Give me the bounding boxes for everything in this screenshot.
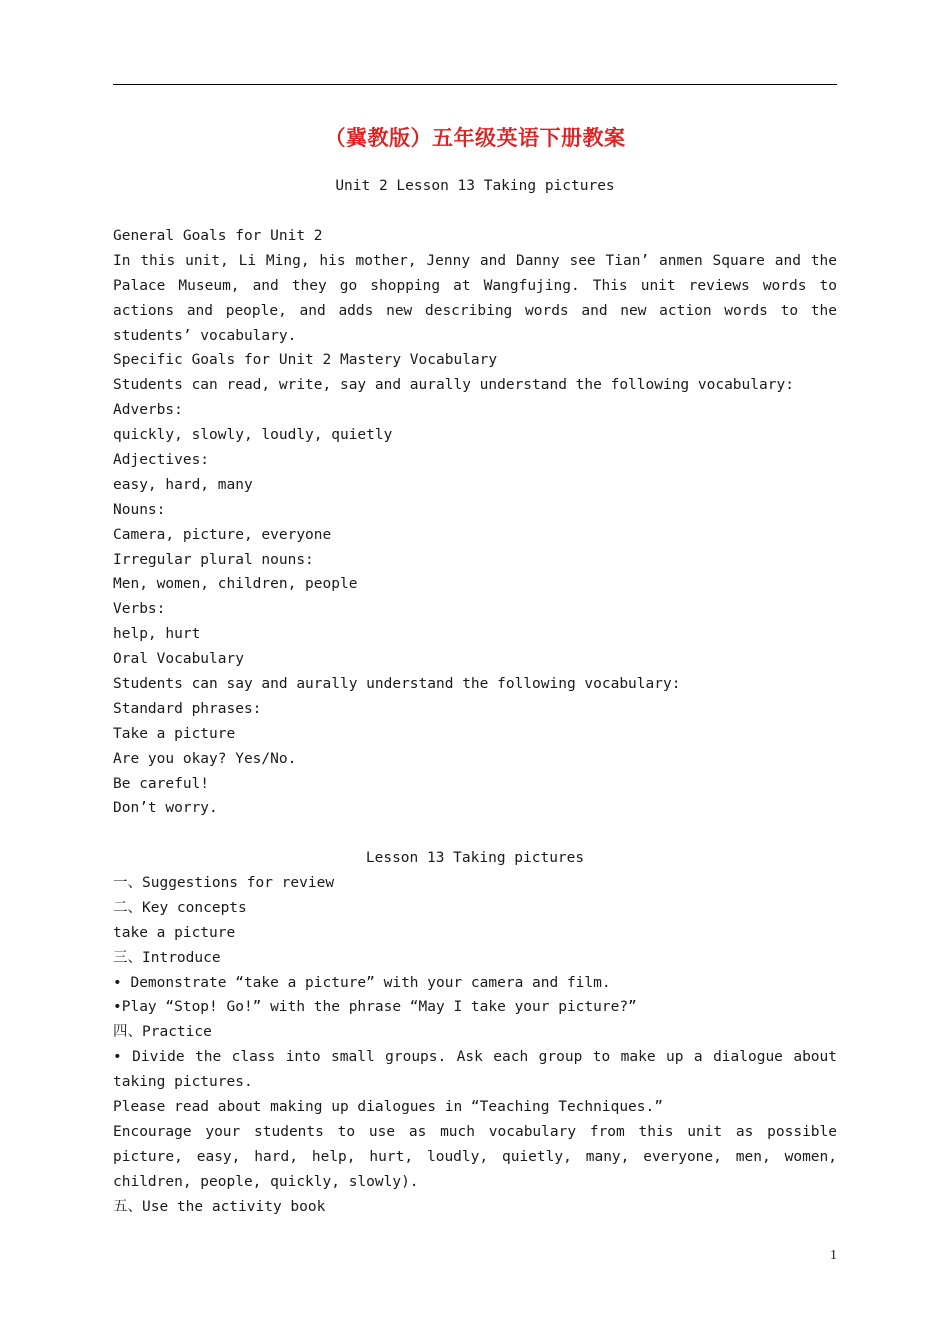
document-title: （冀教版）五年级英语下册教案 (324, 126, 626, 150)
lesson-line: • Demonstrate “take a picture” with your camera and film. (113, 974, 611, 991)
practice-line: children, people, quickly, slowly). (113, 1173, 419, 1190)
practice-line: picture, easy, hard, help, hurt, loudly, quietly, many, everyone, men, women, (113, 1148, 837, 1165)
general-goals-section (113, 224, 837, 821)
paragraph-line: Palace Museum, and they go shopping at Wangfujing. This unit reviews words to (113, 277, 837, 294)
lesson-line: 二、Key concepts (113, 899, 247, 916)
lesson-title: Lesson 13 Taking pictures (365, 850, 585, 866)
vocab-line: Verbs: (113, 601, 166, 618)
vocab-line: Students can say and aurally understand the following vocabulary: (113, 676, 681, 693)
vocab-line: Be careful! (113, 775, 210, 792)
vocab-line: Students can read, write, say and aurally understand the following vocabulary: (113, 377, 794, 394)
vocab-line: Standard phrases: (113, 700, 262, 717)
vocab-line: Specific Goals for Unit 2 Mastery Vocabulary (113, 352, 498, 369)
vocab-line: Nouns: (113, 501, 166, 518)
lesson-section (113, 871, 837, 1219)
practice-line: Please read about making up dialogues in “Teaching Techniques.” (113, 1099, 663, 1116)
paragraph-line: actions and people, and adds new describing words and new action words to the (113, 302, 837, 319)
paragraph-line: students’ vocabulary. (113, 327, 297, 344)
vocab-line: Camera, picture, everyone (113, 526, 332, 543)
lesson-line: 四、Practice (113, 1024, 212, 1041)
lesson-line: take a picture (113, 924, 236, 941)
lesson-line: •Play “Stop! Go!” with the phrase “May I take your picture?” (113, 999, 637, 1016)
general-goals-heading: General Goals for Unit 2 (113, 228, 323, 244)
vocab-line: Oral Vocabulary (113, 651, 244, 668)
vocab-line: Adjectives: (113, 452, 210, 469)
header-rule (113, 84, 837, 85)
paragraph-line: In this unit, Li Ming, his mother, Jenny and Danny see Tian’ anmen Square and the (113, 252, 837, 269)
vocab-line: Don’t worry. (113, 800, 218, 817)
practice-line: Encourage your students to use as much vocabulary from this unit as possible (113, 1123, 837, 1140)
practice-line: • Divide the class into small groups. Ask each group to make up a dialogue about (113, 1049, 837, 1066)
practice-line: 五、Use the activity book (113, 1198, 326, 1215)
vocab-line: Are you okay? Yes/No. (113, 750, 297, 767)
lesson-line: 三、Introduce (113, 949, 221, 966)
unit-subtitle: Unit 2 Lesson 13 Taking pictures (335, 178, 615, 194)
page-number: 1 (830, 1248, 837, 1263)
vocab-line: quickly, slowly, loudly, quietly (113, 427, 393, 444)
practice-line: taking pictures. (113, 1074, 253, 1091)
vocab-line: Irregular plural nouns: (113, 551, 314, 568)
vocab-line: Men, women, children, people (113, 576, 358, 593)
lesson-line: 一、Suggestions for review (113, 875, 335, 891)
vocab-line: Adverbs: (113, 402, 183, 419)
vocab-line: help, hurt (113, 626, 201, 643)
vocab-line: easy, hard, many (113, 476, 253, 493)
vocab-line: Take a picture (113, 725, 236, 742)
